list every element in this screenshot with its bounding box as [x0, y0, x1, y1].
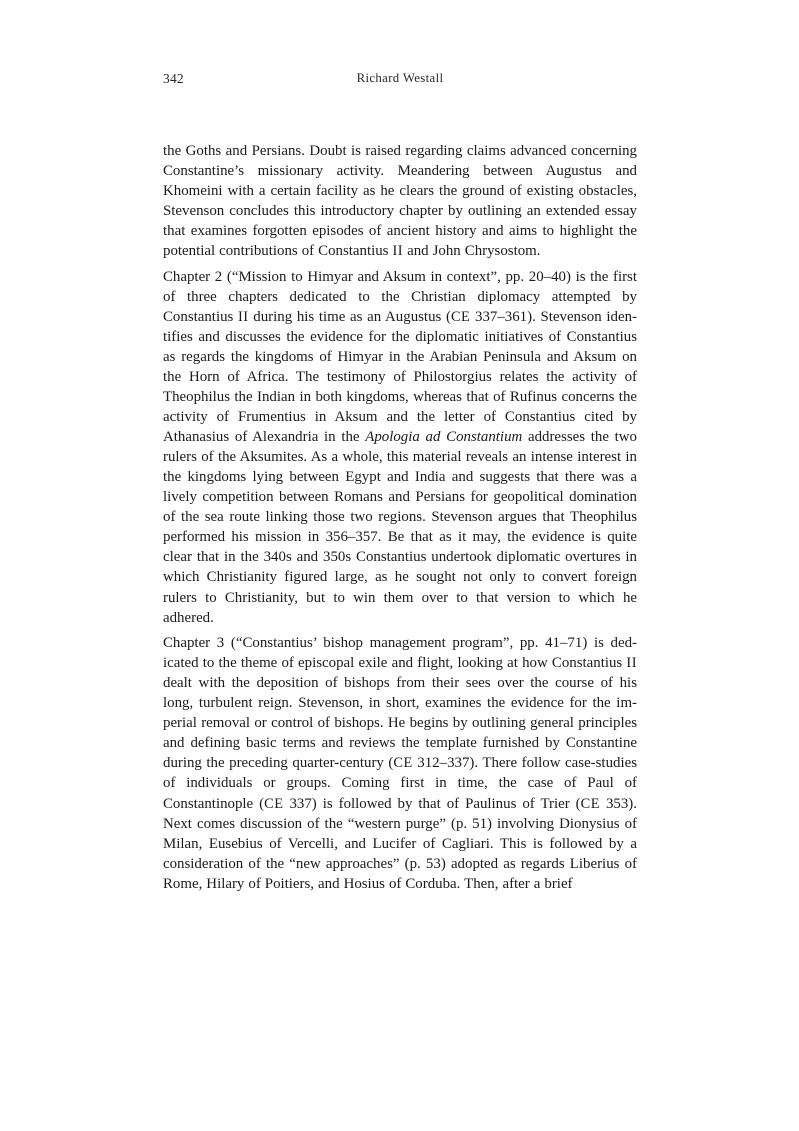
small-caps-text: CE	[393, 755, 413, 772]
italic-title: Apologia ad Constantium	[365, 429, 523, 446]
body-text-column	[163, 141, 637, 894]
page-number: 342	[163, 71, 184, 86]
small-caps-text: II	[392, 243, 404, 260]
running-head	[163, 71, 637, 89]
small-caps-text: II	[626, 655, 637, 672]
paragraph: Chapter 3 (“Constantius’ bishop management program”, pp. 41–71) is dedicated to the theme of episcopal exile and flight, looking at how Constantius II dealt with the deposition of bishops from their sees over the course of his long, turbulent reign. Stevenson, in short, examines the evidence for the imperial removal or control of bishops. He begins by outlining general principles and defining basic terms and reviews the template furnished by Constantine during the preceding quarter-century (CE 312–337). There follow case-studies of individuals or groups. Coming first in time, the case of Paul of Constantinople (CE 337) is followed by that of Paulinus of Trier (CE 353). Next comes discussion of the “western purge” (p. 51) involving Dionysius of Milan, Eusebius of Vercelli, and Lucifer of Cagliari. This is followed by a consideration of the “new approaches” (p. 53) adopted as regards Liberius of Rome, Hilary of Poitiers, and Hosius of Corduba. Then, after a brief	[163, 635, 637, 892]
paragraph: Chapter 2 (“Mission to Himyar and Aksum in context”, pp. 20–40) is the first of three chapters dedicated to the Christian diplomacy attempted by Constantius II during his time as an Augustus (CE 337–361). Stevenson identifies and discusses the evidence for the diplomatic initiatives of Constantius as regards the kingdoms of Himyar in the Arabian Peninsula and Aksum on the Horn of Africa. The testimony of Philostorgius relates the activity of Theophilus the Indian in both kingdoms, whereas that of Rufinus concerns the activity of Frumentius in Aksum and the letter of Constantius cited by Athanasius of Alexandria in the Apologia ad Constantium addresses the two rulers of the Aksumites. As a whole, this material reveals an intense interest in the kingdoms lying between Egypt and India and suggests that there was a lively competition between Romans and Persians for geopolitical domination of the sea route linking those two regions. Stevenson argues that Theophilus performed his mission in 356–357. Be that as it may, the evidence is quite clear that in the 340s and 350s Constantius undertook diplomatic overtures in which Christianity figured large, as he sought not only to convert foreign rulers to Christianity, but to win them over to that version to which he adhered.	[163, 268, 637, 626]
small-caps-text: CE	[580, 795, 600, 812]
small-caps-text: II	[238, 308, 249, 325]
running-head-title: Richard Westall	[356, 71, 444, 85]
small-caps-text: CE	[264, 795, 284, 812]
small-caps-text: CE	[450, 308, 471, 325]
paragraph: the Goths and Persians. Doubt is raised regarding claims advanced concerning Constantine’s missionary activity. Meandering between Augustus and Khomeini with a certain facility as he clears the ground of existing obstacles, Stevenson concludes this introductory chapter by outlining an extended essay that examines forgotten episodes of ancient history and aims to highlight the potential contributions of Constantius II and John Chrysostom.	[163, 143, 637, 260]
